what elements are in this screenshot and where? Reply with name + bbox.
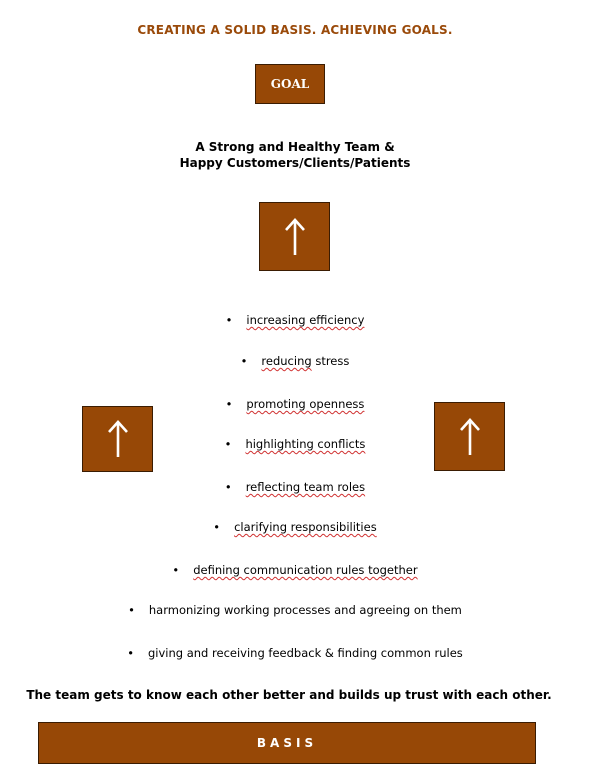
list-item-text: clarifying responsibilities — [234, 520, 377, 534]
list-item-text: highlighting conflicts — [245, 437, 366, 451]
list-item-text: increasing efficiency — [246, 313, 365, 327]
list-item-text: giving and receiving feedback & finding common rules — [147, 646, 463, 660]
goal-line-2: Happy Customers/Clients/Patients — [179, 156, 411, 170]
goal-label: GOAL — [270, 77, 310, 91]
list-item-text: reflecting team roles — [245, 480, 366, 494]
list-item: • defining communication rules together — [172, 563, 418, 577]
list-item: • giving and receiving feedback & finding common rules — [127, 646, 463, 660]
list-item: • reflecting team roles — [224, 480, 366, 494]
list-item: • increasing efficiency — [225, 313, 365, 327]
list-item: • harmonizing working processes and agreeing on them — [128, 603, 462, 617]
list-item: • clarifying responsibilities — [213, 520, 377, 534]
page-headline: CREATING A SOLID BASIS. ACHIEVING GOALS. — [137, 23, 453, 37]
trust-statement: The team gets to know each other better and builds up trust with each other. — [26, 688, 552, 702]
list-item-text: harmonizing working processes and agreeing on them — [148, 603, 462, 617]
list-item-text: promoting openness — [246, 397, 365, 411]
list-item-text-rest: stress — [311, 354, 350, 368]
list-item-text: defining communication rules together — [193, 563, 418, 577]
basis-label: BASIS — [256, 736, 318, 750]
goal-line-1: A Strong and Healthy Team & — [195, 140, 395, 154]
list-item: • promoting openness — [225, 397, 365, 411]
list-item: • highlighting conflicts — [224, 437, 366, 451]
list-item: • reducing stress — [240, 354, 350, 368]
list-item-text: reducing — [261, 354, 312, 368]
basis-bar — [38, 722, 536, 764]
